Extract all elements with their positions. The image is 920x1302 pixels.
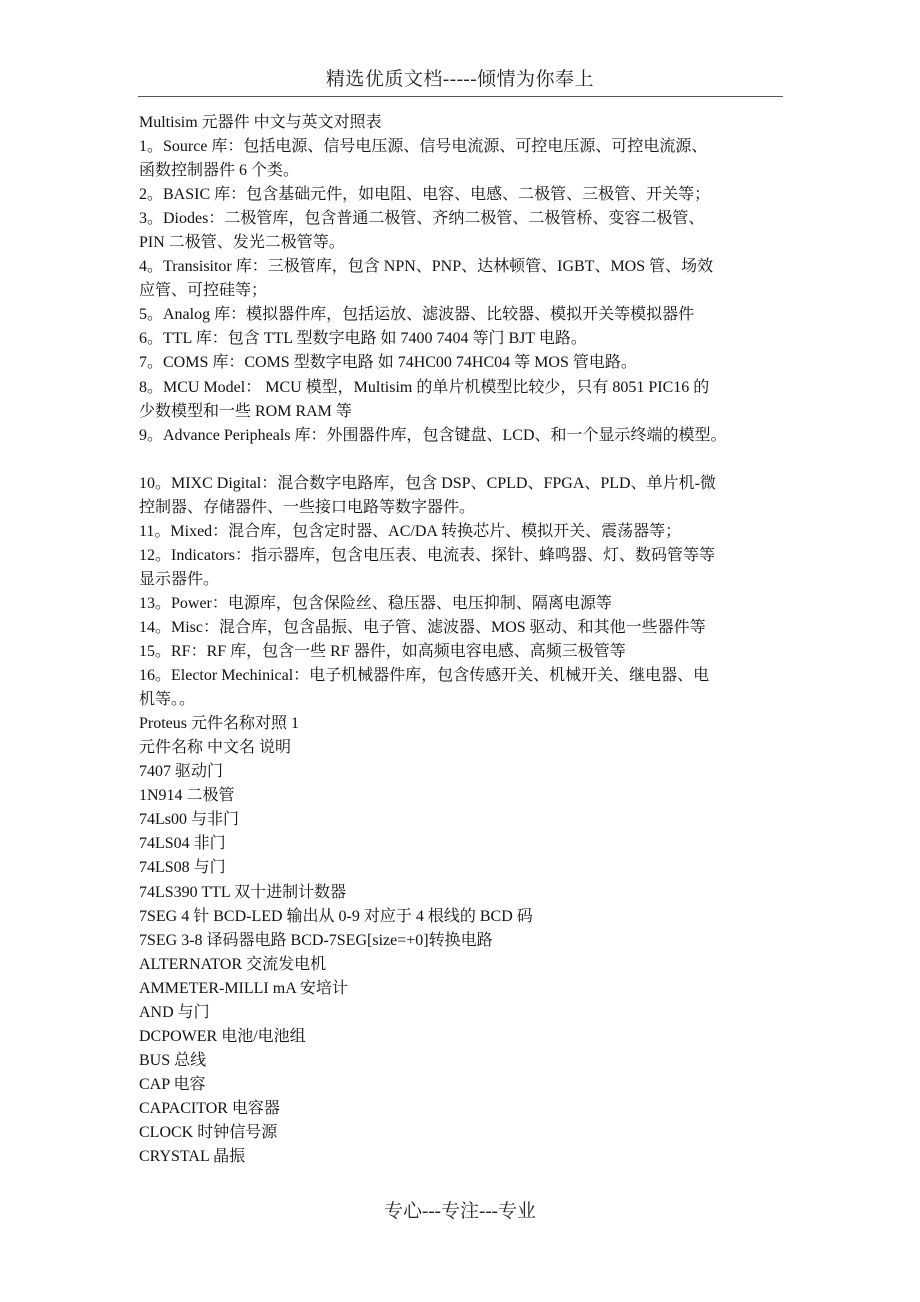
- text-line: 5。Analog 库：模拟器件库，包括运放、滤波器、比较器、模拟开关等模拟器件: [139, 306, 695, 324]
- text-line: 7。COMS 库：COMS 型数字电路 如 74HC00 74HC04 等 MOS 管电路。: [139, 354, 637, 372]
- list-item: 7SEG 4 针 BCD-LED 输出从 0-9 对应于 4 根线的 BCD 码: [139, 907, 533, 925]
- table-header-line: 元件名称 中文名 说明: [139, 739, 292, 757]
- list-item: 7407 驱动门: [139, 763, 224, 781]
- text-line: 11。Mixed：混合库，包含定时器、AC/DA 转换芯片、模拟开关、震荡器等；: [139, 522, 682, 540]
- text-line: 1。Source 库：包括电源、信号电压源、信号电流源、可控电压源、可控电流源、: [139, 138, 708, 156]
- text-line: 控制器、存储器件、一些接口电路等数字器件。: [139, 498, 476, 516]
- list-item: CLOCK 时钟信号源: [139, 1123, 278, 1141]
- text-line: 应管、可控硅等；: [139, 282, 268, 300]
- document-body: [139, 111, 787, 1169]
- list-item: BUS 总线: [139, 1051, 207, 1069]
- text-line: 3。Diodes：二极管库，包含普通二极管、齐纳二极管、二极管桥、变容二极管、: [139, 210, 705, 228]
- list-item: 7SEG 3-8 译码器电路 BCD-7SEG[size=+0]转换电路: [139, 931, 493, 949]
- text-line: 6。TTL 库：包含 TTL 型数字电路 如 7400 7404 等门 BJT 电路。: [139, 330, 587, 348]
- list-item: DCPOWER 电池/电池组: [139, 1027, 306, 1045]
- text-line: 10。MIXC Digital：混合数字电路库，包含 DSP、CPLD、FPGA、PLD、单片机-微: [139, 474, 716, 492]
- section-title-line: Proteus 元件名称对照 1: [139, 715, 300, 733]
- text-line: 9。Advance Peripheals 库：外围器件库，包含键盘、LCD、和一个显示终端的模型。: [139, 426, 727, 444]
- text-line: 14。Misc：混合库，包含晶振、电子管、滤波器、MOS 驱动、和其他一些器件等: [139, 618, 706, 636]
- blank-line: [139, 448, 787, 472]
- list-item: 74LS08 与门: [139, 859, 226, 877]
- text-line: 4。Transisitor 库：三极管库，包含 NPN、PNP、达林顿管、IGBT、MOS 管、场效: [139, 258, 714, 276]
- list-item: CAPACITOR 电容器: [139, 1099, 280, 1117]
- page-footer: 专心---专注---专业: [384, 1201, 536, 1222]
- text-line: 8。MCU Model： MCU 模型，Multisim 的单片机模型比较少，只有 8051 PIC16 的: [139, 378, 710, 396]
- list-item: ALTERNATOR 交流发电机: [139, 955, 327, 973]
- text-line: 16。Elector Mechinical：电子机械器件库，包含传感开关、机械开关、继电器、电: [139, 667, 710, 685]
- text-line: 函数控制器件 6 个类。: [139, 162, 300, 180]
- text-line: 12。Indicators：指示器库，包含电压表、电流表、探针、蜂鸣器、灯、数码管等等: [139, 546, 715, 564]
- doc-title-line: Multisim 元器件 中文与英文对照表: [139, 114, 382, 131]
- text-line: PIN 二极管、发光二极管等。: [139, 234, 345, 252]
- list-item: AND 与门: [139, 1003, 210, 1021]
- text-line: 少数模型和一些 ROM RAM 等: [139, 402, 352, 420]
- list-item: 74Ls00 与非门: [139, 811, 240, 829]
- list-item: CAP 电容: [139, 1075, 206, 1093]
- page-header: 精选优质文档-----倾情为你奉上: [325, 69, 595, 90]
- text-line: 15。RF：RF 库，包含一些 RF 器件，如高频电容电感、高频三极管等: [139, 643, 626, 661]
- list-item: 1N914 二极管: [139, 787, 235, 805]
- list-item: AMMETER-MILLI mA 安培计: [139, 979, 348, 997]
- text-line: 13。Power：电源库，包含保险丝、稳压器、电压抑制、隔离电源等: [139, 594, 612, 612]
- text-line: 2。BASIC 库：包含基础元件，如电阻、电容、电感、二极管、三极管、开关等；: [139, 186, 711, 204]
- list-item: 74LS390 TTL 双十进制计数器: [139, 883, 347, 901]
- list-item: CRYSTAL 晶振: [139, 1148, 246, 1166]
- text-line: 机等。。: [139, 691, 196, 709]
- header-divider: [138, 96, 783, 97]
- text-line: 显示器件。: [139, 570, 220, 588]
- list-item: 74LS04 非门: [139, 835, 226, 853]
